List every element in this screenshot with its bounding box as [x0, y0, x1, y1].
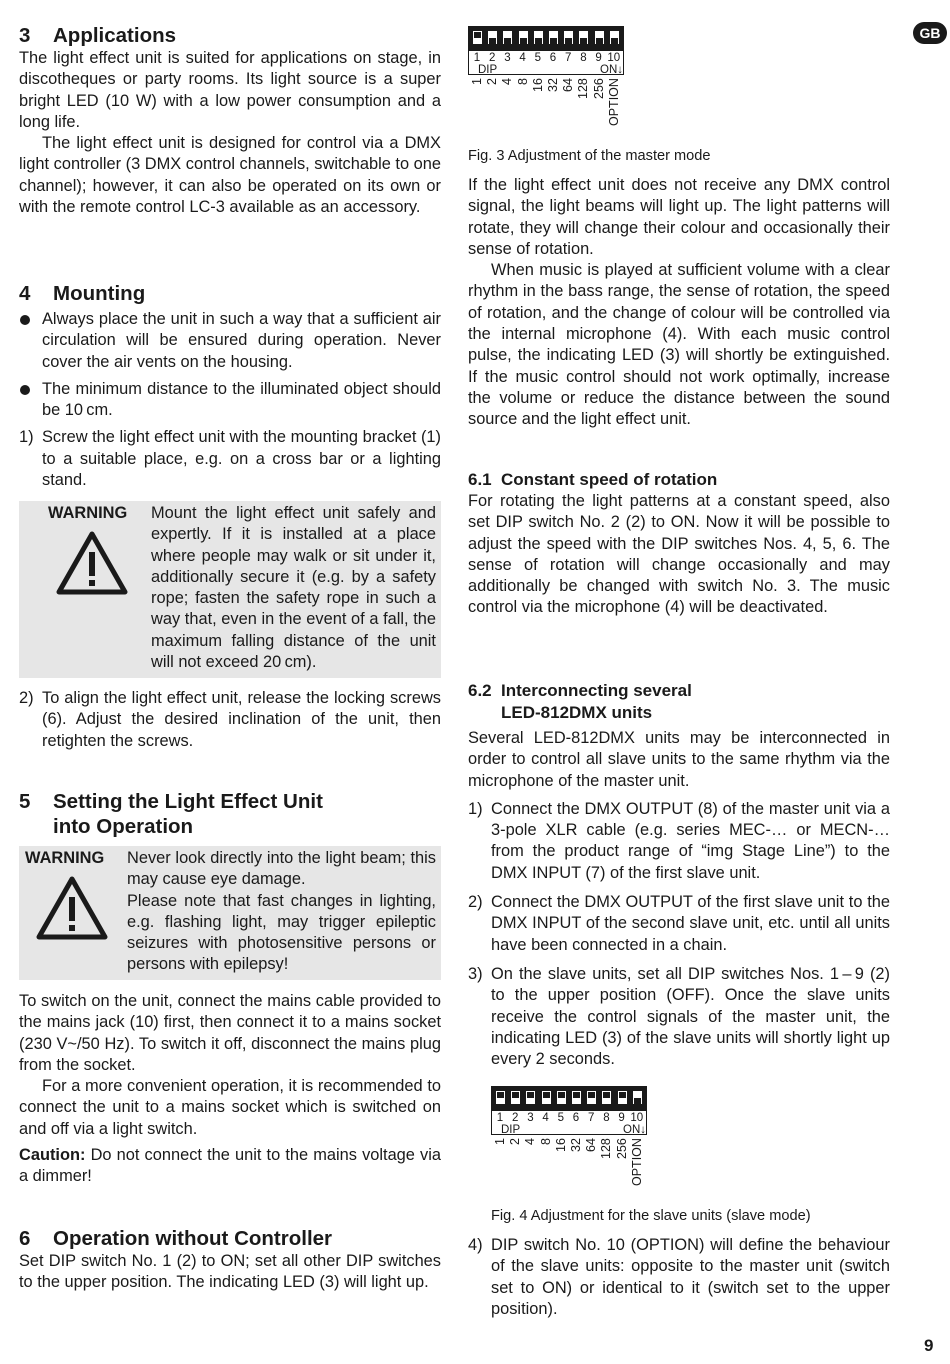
dip-switch-number: 6 [549, 52, 557, 64]
section-5-heading: 5 Setting the Light Effect Unit into Operation [19, 790, 323, 838]
numbered-step: 2) To align the light effect unit, release the locking screws (6). Adjust the desired inclination of the unit, then retighten the screws. [19, 689, 441, 750]
section-6-1-heading: 6.1 Constant speed of rotation [468, 470, 718, 489]
language-badge: GB [913, 22, 947, 44]
dip-switch-number: 3 [504, 52, 511, 64]
dip-switch-number: 3 [527, 1112, 534, 1124]
dip-switch-figure-3 [468, 26, 628, 141]
paragraph: Several LED-812DMX units may be interconnected in order to control all slave units to the same rhythm via the microphone of the master unit. [468, 729, 890, 790]
section-6-body [468, 175, 890, 431]
dip-switch-knob [573, 1092, 580, 1098]
dip-switch-value-label: 256 [614, 1138, 629, 1159]
dip-switch-number: 2 [488, 52, 496, 64]
paragraph: For rotating the light patterns at a constant speed, also set DIP switch No. 2 (2) to ON. Now it will be possible to adjust the speed with the DIP switches Nos. 4, 5, 6. The sense of rotation will change occasionally and may additionally be changed with switch No. 3. The music control via the microphone (4) will be deactivated. [468, 492, 890, 617]
dip-switch-number: 5 [534, 52, 541, 64]
dip-label: DIP [478, 64, 498, 76]
dip-switch-toggle [533, 30, 544, 45]
warning-label: WARNING [48, 504, 128, 522]
warning-box [19, 846, 441, 980]
paragraph: For a more convenient operation, it is recommended to connect the unit to a mains socket which is switched on and off via a light switch. [19, 1077, 441, 1138]
dip-switch-knob [611, 38, 618, 44]
dip-switch-value-label: 1 [493, 1138, 507, 1145]
dip-switch-number: 10 [607, 52, 621, 64]
dip-switch-number: 6 [572, 1112, 580, 1124]
dip-switch-number: 2 [511, 1112, 519, 1124]
dip-switch-value-label: 128 [599, 1138, 614, 1159]
warning-triangle-icon [35, 875, 109, 941]
dip-switch-toggle [510, 1090, 521, 1105]
section-4-heading: 4 Mounting [19, 282, 146, 305]
numbered-step: 1) Connect the DMX OUTPUT (8) of the master unit via a 3-pole XLR cable (e.g. series MEC-… or MECN-… from the product range of “img Stage Line”) to the DMX INPUT (7) of the first slave unit. [468, 799, 890, 882]
section-5-body [19, 991, 441, 1188]
dip-switch-number: 7 [564, 52, 572, 64]
dip-switch-knob [504, 38, 511, 44]
dip-switch-knob [520, 38, 527, 44]
dip-switch-number: 8 [580, 52, 587, 64]
section-6-2 [468, 680, 890, 1070]
dip-switch-knob [603, 1092, 610, 1098]
dip-switch-toggle [472, 30, 483, 45]
numbered-step: 3) On the slave units, set all DIP switches Nos. 1 – 9 (2) to the upper position (OFF). Once the slave units receive the control signals of the master unit, the indicating LED (3) of the slave units will shortly light up every 2 seconds. [468, 964, 890, 1069]
dip-switch-knob [489, 38, 496, 44]
dip-switch-toggle [586, 1090, 597, 1105]
figure-caption: Fig. 3 Adjustment of the master mode [468, 148, 711, 164]
paragraph: When music is played at sufficient volume with a clear rhythm in the bass range, the sense of rotation, the speed of rotation, and the change of colour will be controlled via the internal microphone (4). With each music control pulse, the indicating LED (3) will shortly be extinguished. If the music control should not work optimally, increase the volume or reduce the distance between the sound source and the light effect unit. [468, 261, 890, 429]
dip-switch-number: 10 [630, 1112, 644, 1124]
dip-switch-number: 1 [473, 52, 481, 64]
dip-switch-value-label: 16 [530, 78, 545, 92]
dip-switch-toggle [563, 30, 574, 45]
dip-switch-value-label: 64 [584, 1138, 599, 1152]
dip-switch-knob [543, 1092, 550, 1098]
paragraph: To switch on the unit, connect the mains cable provided to the mains jack (10) first, then connect it to a mains socket (230 V~/50 Hz). To switch it off, disconnect the mains plug from the socket. [19, 992, 441, 1074]
dip-switch-value-label: 32 [569, 1138, 583, 1152]
warning-text: Mount the light effect unit safely and expertly. If it is installed at a place where people may walk or sit under it, additionally secure it (e.g. by a safety rope; fasten the safety rope in such a way that, even in the event of a fall, the maximum falling distance of the unit will not exceed 20 cm). [151, 504, 436, 672]
dip-switch-value-label: 128 [576, 78, 591, 99]
dip-switch-value-label: 256 [591, 78, 606, 99]
dip-switch-number: 9 [618, 1112, 625, 1124]
dip-switch-value-label: 8 [538, 1138, 553, 1145]
dip-label: DIP [501, 1124, 521, 1136]
dip-switch-number: 5 [557, 1112, 564, 1124]
section-3-paragraph-2: The light effect unit is designed for control via a DMX light controller (3 DMX control channels, switchable to one channel); however, it can also be operated on its own or with the remote control LC-3 available as an accessory. [19, 134, 441, 217]
warning-box [19, 501, 441, 678]
dip-switch-knob [619, 1092, 626, 1098]
warning-text: Never look directly into the light beam; this may cause eye damage. [127, 849, 436, 889]
dip-switch-toggle [571, 1090, 582, 1105]
dip-switch-toggle [601, 1090, 612, 1105]
section-4 [19, 281, 441, 491]
section-3 [19, 23, 441, 218]
dip-switch-value-label: 2 [485, 78, 500, 85]
dip-switch-toggle [556, 1090, 567, 1105]
figure-caption: Fig. 4 Adjustment for the slave units (slave mode) [491, 1208, 811, 1224]
dip-switch-toggle [518, 30, 529, 45]
section-6 [19, 1226, 441, 1294]
warning-text: Please note that fast changes in lighting, e.g. flashing light, may trigger epileptic seizures with photosensitive persons or persons with epilepsy! [127, 891, 436, 974]
bullet-dot-icon [20, 315, 30, 325]
dip-switch-toggle [578, 30, 589, 45]
warning-triangle-icon [55, 530, 129, 596]
dip-switch-toggle [502, 30, 513, 45]
bullet-item: The minimum distance to the illuminated object should be 10 cm. [19, 379, 441, 422]
bullet-item: Always place the unit in such a way that a sufficient air circulation will be ensured during operation. Never cover the air vents on the housing. [19, 309, 441, 373]
dip-switch-toggle [487, 30, 498, 45]
dip-switch-toggle [548, 30, 559, 45]
caution-paragraph: Caution: Do not connect the unit to the mains voltage via a dimmer! [19, 1146, 441, 1186]
dip-switch-knob [596, 38, 603, 44]
dip-switch-value-label: 16 [553, 1138, 568, 1152]
paragraph: Set DIP switch No. 1 (2) to ON; set all other DIP switches to the upper position. The indicating LED (3) will light up. [19, 1252, 441, 1292]
dip-switch-number: 4 [519, 52, 526, 64]
dip-switch-knob [497, 1092, 504, 1098]
warning-label: WARNING [25, 849, 105, 867]
dip-switch-toggle [495, 1090, 506, 1105]
dip-switch-knob [580, 38, 587, 44]
on-label: ON↓ [623, 1124, 646, 1136]
dip-switch-value-label: 1 [470, 78, 484, 85]
dip-switch-knob [558, 1092, 565, 1098]
dip-switch-value-label: 4 [523, 1138, 538, 1145]
numbered-step: 4) DIP switch No. 10 (OPTION) will define the behaviour of the slave units: opposite to the master unit (switch set to ON) or identical to it (switch set to the upper position). [468, 1236, 890, 1318]
dip-switch-knob [474, 32, 481, 38]
section-6-heading: 6 Operation without Controller [19, 1227, 333, 1250]
dip-switch-value-label: 2 [508, 1138, 523, 1145]
dip-switch-number: 1 [496, 1112, 504, 1124]
dip-switch-toggle [617, 1090, 628, 1105]
section-3-paragraph-1: The light effect unit is suited for applications on stage, in discotheques or party rooms. Its light source is a super bright LED (10 W) with a low power consumption and a long life. [19, 49, 441, 131]
page-number: 9 [924, 1336, 934, 1355]
dip-switch-toggle [632, 1090, 643, 1105]
dip-switch-number: 9 [595, 52, 602, 64]
bullet-dot-icon [20, 385, 30, 395]
section-5 [19, 789, 441, 839]
dip-switch-knob [634, 1098, 641, 1104]
dip-switch-value-label: 8 [515, 78, 530, 85]
dip-switch-toggle [594, 30, 605, 45]
dip-switch-figure-4 [491, 1086, 651, 1201]
paragraph: If the light effect unit does not receive any DMX control signal, the light beams will light up. The light patterns will rotate, they will change their colour and occasionally their sense of rotation. [468, 176, 890, 258]
dip-switch-value-label: 32 [546, 78, 560, 92]
dip-switch-value-label: 64 [561, 78, 576, 92]
dip-switch-knob [512, 1092, 519, 1098]
dip-switch-number: 4 [542, 1112, 549, 1124]
numbered-step: 1) Screw the light effect unit with the mounting bracket (1) to a suitable place, e.g. on a cross bar or a lighting stand. [19, 428, 441, 490]
section-3-heading: 3 Applications [19, 24, 177, 47]
numbered-step: 2) Connect the DMX OUTPUT of the first slave unit to the DMX INPUT of the second slave unit, etc. until all units have been connected in a chain. [468, 893, 890, 954]
dip-switch-value-label: OPTION [606, 78, 621, 126]
dip-switch-knob [550, 38, 557, 44]
dip-switch-value-label: OPTION [629, 1138, 644, 1186]
dip-switch-toggle [541, 1090, 552, 1105]
dip-switch-knob [535, 38, 542, 44]
dip-switch-knob [527, 1092, 534, 1098]
dip-switch-knob [565, 38, 572, 44]
dip-switch-value-label: 4 [500, 78, 515, 85]
dip-switch-knob [588, 1092, 595, 1098]
section-6-2-heading: 6.2 Interconnecting several LED-812DMX units [468, 681, 692, 722]
on-label: ON↓ [600, 64, 623, 76]
dip-switch-number: 8 [603, 1112, 610, 1124]
dip-switch-toggle [609, 30, 620, 45]
dip-switch-number: 7 [587, 1112, 595, 1124]
section-6-1 [468, 469, 890, 619]
dip-switch-toggle [525, 1090, 536, 1105]
